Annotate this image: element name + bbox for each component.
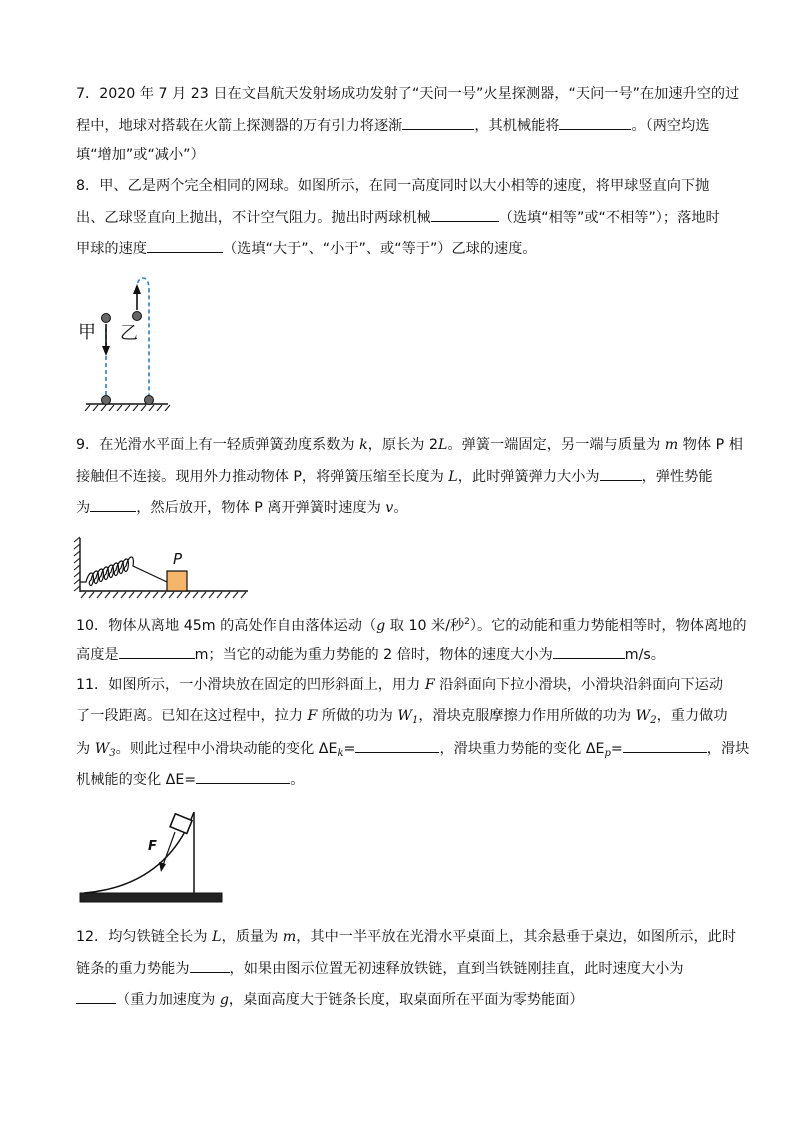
slider-block xyxy=(170,814,192,834)
q8-line1: 8．甲、乙是两个完全相同的网球。如图所示，在同一高度同时以大小相等的速度，将甲球竖直向下抛 xyxy=(76,178,710,194)
q10-blank-1[interactable] xyxy=(119,644,195,659)
label-f: F xyxy=(148,839,157,854)
q9-line2: 接触但不连接。现用外力推动物体 P，将弹簧压缩至长度为 L，此时弹簧弹力大小为 ，弹性势能 xyxy=(76,466,713,487)
ball-jia xyxy=(102,314,111,323)
q9-line3: 为 ，然后放开，物体 P 离开弹簧时速度为 v。 xyxy=(76,497,408,518)
q7-line1: 7．2020 年 7 月 23 日在文昌航天发射场成功发射了“天问一号”火星探测器，“天问一号”在加速升空的过 xyxy=(76,86,740,102)
q11-line1: 11．如图所示，一小滑块放在固定的凹形斜面上，用力 F 沿斜面向下拉小滑块，小滑块沿斜面向下运动 xyxy=(76,677,724,693)
ball-yi xyxy=(133,312,142,321)
q8-line2: 出、乙球竖直向上抛出，不计空气阻力。抛出时两球机械 （选填“相等”或“不相等”）；落地时 xyxy=(76,207,720,228)
label-jia: 甲 xyxy=(78,322,96,343)
q8-figure-balls xyxy=(76,278,186,413)
q12-blank-1[interactable] xyxy=(190,958,230,973)
q12-line1: 12．均匀铁链全长为 L，质量为 m，其中一半平放在光滑水平桌面上，其余悬垂于桌边，如图所示，此时 xyxy=(76,929,737,945)
block-p xyxy=(167,571,187,591)
q12-line2: 链条的重力势能为 ，如果由图示位置无初速释放铁链，直到当铁链刚挂直，此时速度大小为 xyxy=(76,958,684,979)
q11-figure-slope xyxy=(76,806,226,906)
q9-figure-spring xyxy=(72,534,252,600)
q11-blank-1[interactable] xyxy=(355,738,439,753)
q10-line1: 10．物体从离地 45m 的高处作自由落体运动（g 取 10 米/秒$^2$）。它的动能和重力势能相等时，物体离地的 xyxy=(76,617,747,634)
label-yi: 乙 xyxy=(120,323,138,344)
q11-line3: 为 $W_3$。则此过程中小滑块动能的变化 $\Delta E_k=$ ，滑块重力势能的变化 $\Delta E_p=$ ，滑块 xyxy=(76,738,749,764)
q7-blank-1[interactable] xyxy=(402,115,474,130)
q7-line3: 填“增加”或“减小”） xyxy=(76,147,205,163)
q10-line2: 高度是 m；当它的动能为重力势能的 2 倍时，物体的速度大小为 m/s。 xyxy=(76,644,665,665)
q8-line3: 甲球的速度 （选填“大于”、“小于”、或“等于”）乙球的速度。 xyxy=(76,238,537,259)
q11-blank-2[interactable] xyxy=(623,738,707,753)
q9-blank-1[interactable] xyxy=(600,466,642,481)
q7-line2: 程中，地球对搭载在火箭上探测器的万有引力将逐渐 ，其机械能将 。（两空均选 xyxy=(76,115,710,136)
q9-blank-2[interactable] xyxy=(90,497,136,512)
q9-line1: 9．在光滑水平面上有一轻质弹簧劲度系数为 k，原长为 2L。弹簧一端固定，另一端与质量为 m 物体 P 相 xyxy=(76,437,743,453)
spring xyxy=(80,557,167,585)
q8-blank-2[interactable] xyxy=(147,238,223,253)
q12-line3: （重力加速度为 g，桌面高度大于链条长度，取桌面所在平面为零势能面） xyxy=(76,989,584,1010)
q11-line4: 机械能的变化 ΔE= 。 xyxy=(76,769,304,790)
q11-line2: 了一段距离。已知在这过程中，拉力 F 所做的功为 $W_1$，滑块克服摩擦力作用所做的功为 $W_2$，重力做功 xyxy=(76,708,728,726)
q8-blank-1[interactable] xyxy=(431,207,499,222)
q11-blank-3[interactable] xyxy=(196,769,290,784)
q10-blank-2[interactable] xyxy=(553,644,625,659)
q12-blank-2[interactable] xyxy=(76,989,116,1004)
q7-blank-2[interactable] xyxy=(559,115,631,130)
label-p: P xyxy=(173,550,183,568)
